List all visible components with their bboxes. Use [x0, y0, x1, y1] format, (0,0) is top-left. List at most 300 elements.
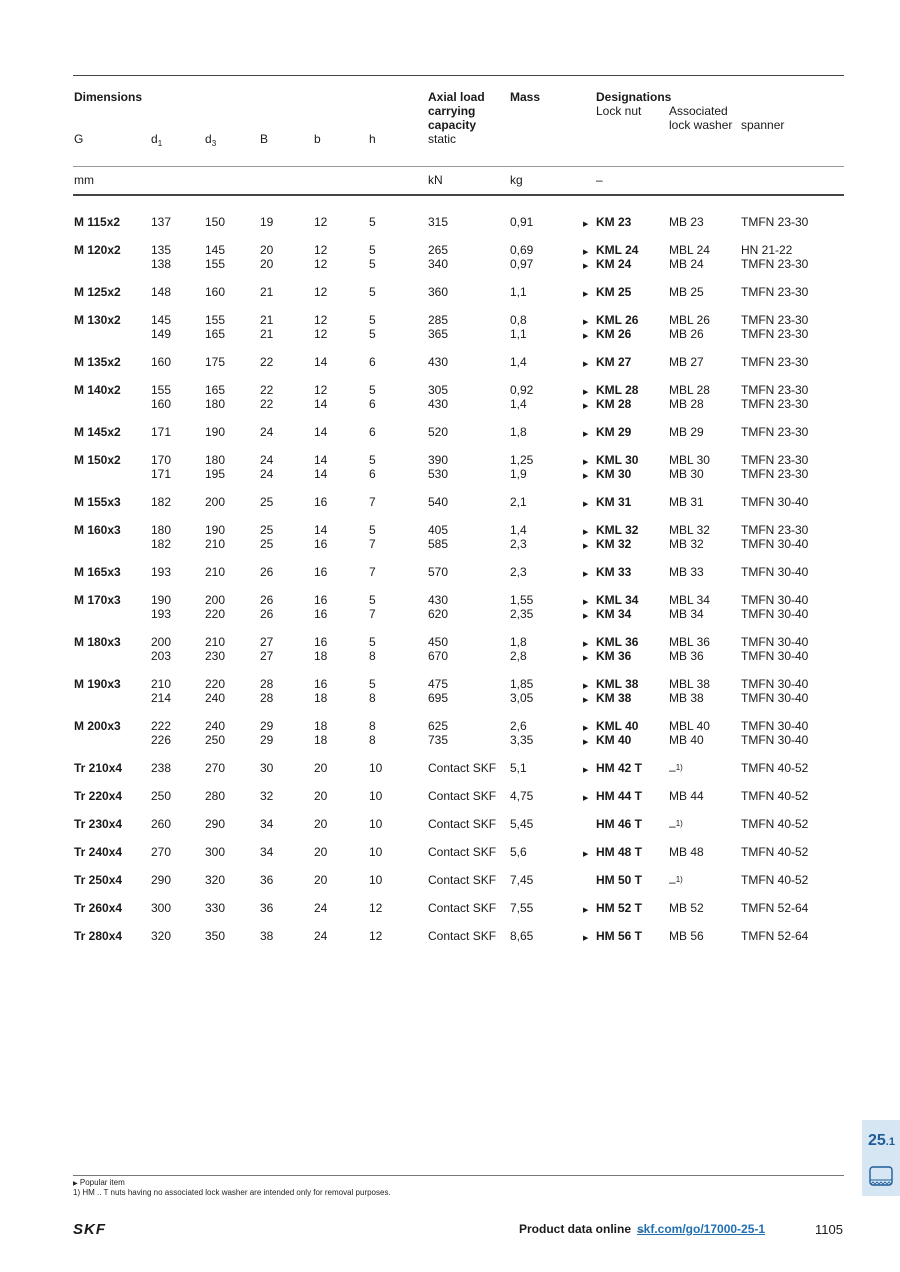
cell-spanner: TMFN 23-30 — [741, 383, 809, 397]
cell-mass: 0,91 — [510, 215, 534, 229]
cell-d3: 145 — [205, 243, 226, 257]
cell-mass: 7,45 — [510, 873, 534, 887]
cell-d1: 320 — [151, 929, 172, 943]
popular-item-icon: ▶ — [583, 571, 589, 578]
cell-spanner: TMFN 30-40 — [741, 495, 809, 509]
cell-washer: MB 28 — [669, 397, 704, 411]
cell-d3: 180 — [205, 453, 226, 467]
footnote-1: 1) HM .. T nuts having no associated lock washer are intended only for removal purposes. — [73, 1188, 391, 1197]
cell-d3: 195 — [205, 467, 226, 481]
cell-d1: 170 — [151, 453, 172, 467]
cell-d3: 175 — [205, 355, 226, 369]
cell-washer: MBL 34 — [669, 593, 710, 607]
cell-h: 6 — [369, 397, 376, 411]
popular-item-icon: ▶ — [583, 613, 589, 620]
cell-d3: 210 — [205, 537, 226, 551]
cell-spanner: TMFN 30-40 — [741, 677, 809, 691]
cell-washer: MB 36 — [669, 649, 704, 663]
thread-designation: M 120x2 — [74, 243, 121, 257]
cell-mass: 3,05 — [510, 691, 534, 705]
cell-d1: 210 — [151, 677, 172, 691]
cell-b: 29 — [260, 719, 274, 733]
cell-b: 28 — [260, 691, 274, 705]
cell-h: 6 — [369, 425, 376, 439]
popular-item-icon: ▶ — [583, 543, 589, 550]
cell-nut: KML 30 — [596, 453, 639, 467]
cell-b: 12 — [314, 383, 328, 397]
skf-logo: SKF — [73, 1221, 106, 1238]
cell-d1: 135 — [151, 243, 172, 257]
cell-spanner: TMFN 23-30 — [741, 397, 809, 411]
cell-b: 24 — [314, 901, 328, 915]
cell-nut: HM 52 T — [596, 901, 643, 915]
cell-washer: MBL 36 — [669, 635, 710, 649]
header-g: G — [74, 132, 84, 146]
cell-h: 10 — [369, 873, 383, 887]
cell-mass: 1,9 — [510, 467, 527, 481]
cell-load: 540 — [428, 495, 449, 509]
cell-h: 5 — [369, 257, 376, 271]
cell-load: 360 — [428, 285, 449, 299]
cell-b: 14 — [314, 467, 328, 481]
popular-item-icon: ▶ — [583, 641, 589, 648]
cell-b: 14 — [314, 453, 328, 467]
cell-d3: 220 — [205, 607, 226, 621]
cell-washer: MBL 26 — [669, 313, 710, 327]
cell-mass: 1,1 — [510, 285, 527, 299]
cell-nut: HM 48 T — [596, 845, 643, 859]
cell-b: 26 — [260, 593, 274, 607]
popular-item-icon: ▶ — [583, 319, 589, 326]
cell-h: 5 — [369, 453, 376, 467]
cell-washer: MB 32 — [669, 537, 704, 551]
cell-load: 735 — [428, 733, 449, 747]
popular-item-icon: ▶ — [583, 599, 589, 606]
popular-item-icon: ▶ — [583, 683, 589, 690]
cell-spanner: TMFN 30-40 — [741, 537, 809, 551]
cell-h: 5 — [369, 523, 376, 537]
cell-nut: KM 34 — [596, 607, 632, 621]
cell-b: 38 — [260, 929, 274, 943]
cell-nut: KM 38 — [596, 691, 632, 705]
cell-spanner: HN 21-22 — [741, 243, 793, 257]
popular-item-icon: ▶ — [583, 739, 589, 746]
cell-h: 5 — [369, 593, 376, 607]
cell-b: 26 — [260, 565, 274, 579]
cell-mass: 0,69 — [510, 243, 534, 257]
header-spanner: spanner — [741, 118, 785, 132]
cell-b: 20 — [260, 257, 274, 271]
cell-d1: 137 — [151, 215, 172, 229]
thread-designation: M 190x3 — [74, 677, 121, 691]
cell-d1: 145 — [151, 313, 172, 327]
header-designations: Designations Lock nut — [596, 90, 672, 118]
popular-item-icon: ▶ — [583, 501, 589, 508]
cell-h: 5 — [369, 383, 376, 397]
cell-mass: 1,25 — [510, 453, 534, 467]
cell-spanner: TMFN 23-30 — [741, 453, 809, 467]
popular-item-icon: ▶ — [583, 851, 589, 858]
cell-d3: 190 — [205, 425, 226, 439]
cell-b: 25 — [260, 537, 274, 551]
cell-d1: 193 — [151, 607, 172, 621]
popular-marker-icon: ▶ — [73, 1181, 78, 1187]
cell-b: 18 — [314, 733, 328, 747]
cell-d3: 150 — [205, 215, 226, 229]
cell-d1: 138 — [151, 257, 172, 271]
cell-h: 8 — [369, 649, 376, 663]
cell-load: 450 — [428, 635, 449, 649]
cell-h: 5 — [369, 243, 376, 257]
cell-d1: 180 — [151, 523, 172, 537]
cell-washer: MB 30 — [669, 467, 704, 481]
popular-item-icon: ▶ — [583, 403, 589, 410]
header-axial-load: Axial load carrying capacity static — [428, 90, 485, 146]
cell-b: 21 — [260, 285, 274, 299]
cell-d3: 200 — [205, 495, 226, 509]
header-b-upper: B — [260, 132, 269, 146]
cell-h: 7 — [369, 565, 376, 579]
thread-designation: M 140x2 — [74, 383, 121, 397]
cell-b: 14 — [314, 355, 328, 369]
cell-mass: 1,55 — [510, 593, 534, 607]
cell-nut: KM 30 — [596, 467, 632, 481]
popular-item-icon: ▶ — [583, 361, 589, 368]
top-rule — [73, 75, 844, 76]
cell-d1: 260 — [151, 817, 172, 831]
popular-item-icon: ▶ — [583, 725, 589, 732]
cell-d1: 182 — [151, 495, 172, 509]
cell-nut: KML 36 — [596, 635, 639, 649]
popular-item-icon: ▶ — [583, 263, 589, 270]
cell-d1: 149 — [151, 327, 172, 341]
cell-washer: MB 48 — [669, 845, 704, 859]
cell-h: 5 — [369, 313, 376, 327]
cell-d3: 290 — [205, 817, 226, 831]
cell-mass: 3,35 — [510, 733, 534, 747]
cell-mass: 1,8 — [510, 635, 527, 649]
header-associated: Associated lock washer — [669, 104, 733, 132]
cell-mass: 2,35 — [510, 607, 534, 621]
cell-mass: 7,55 — [510, 901, 534, 915]
popular-item-icon: ▶ — [583, 907, 589, 914]
cell-d3: 220 — [205, 677, 226, 691]
cell-b: 14 — [314, 397, 328, 411]
cell-mass: 1,4 — [510, 523, 527, 537]
popular-item-icon: ▶ — [583, 697, 589, 704]
cell-spanner: TMFN 23-30 — [741, 327, 809, 341]
cell-d1: 160 — [151, 397, 172, 411]
cell-mass: 1,4 — [510, 397, 527, 411]
cell-d1: 238 — [151, 761, 172, 775]
cell-b: 14 — [314, 425, 328, 439]
cell-d3: 250 — [205, 733, 226, 747]
cell-load: 340 — [428, 257, 449, 271]
footnote-popular: ▶ Popular item — [73, 1178, 125, 1187]
cell-b: 20 — [314, 873, 328, 887]
popular-item-icon: ▶ — [583, 389, 589, 396]
cell-washer: –$^{1)}$ — [669, 875, 683, 889]
cell-d3: 155 — [205, 257, 226, 271]
cell-b: 27 — [260, 635, 274, 649]
cell-load: Contact SKF — [428, 817, 497, 831]
cell-b: 14 — [314, 523, 328, 537]
cell-mass: 0,8 — [510, 313, 527, 327]
cell-h: 5 — [369, 327, 376, 341]
cell-d3: 320 — [205, 873, 226, 887]
thread-designation: M 150x2 — [74, 453, 121, 467]
popular-item-icon: ▶ — [583, 249, 589, 256]
popular-item-icon: ▶ — [583, 655, 589, 662]
cell-spanner: TMFN 30-40 — [741, 593, 809, 607]
cell-mass: 0,92 — [510, 383, 534, 397]
cell-spanner: TMFN 52-64 — [741, 901, 809, 915]
cell-mass: 1,1 — [510, 327, 527, 341]
popular-item-icon: ▶ — [583, 221, 589, 228]
cell-load: Contact SKF — [428, 901, 497, 915]
popular-item-icon: ▶ — [583, 795, 589, 802]
cell-nut: KM 32 — [596, 537, 632, 551]
cell-b: 24 — [260, 453, 274, 467]
cell-h: 7 — [369, 537, 376, 551]
cell-d1: 226 — [151, 733, 172, 747]
cell-b: 22 — [260, 383, 274, 397]
cell-washer: –$^{1)}$ — [669, 763, 683, 777]
cell-d3: 300 — [205, 845, 226, 859]
cell-h: 10 — [369, 817, 383, 831]
cell-mass: 8,65 — [510, 929, 534, 943]
cell-nut: HM 50 T — [596, 873, 643, 887]
cell-nut: KM 28 — [596, 397, 632, 411]
cell-h: 10 — [369, 789, 383, 803]
cell-b: 18 — [314, 649, 328, 663]
footnote-rule — [73, 1175, 844, 1176]
cell-b: 32 — [260, 789, 274, 803]
page-number: 1105 — [815, 1222, 843, 1237]
cell-load: 315 — [428, 215, 449, 229]
cell-b: 29 — [260, 733, 274, 747]
cell-load: 570 — [428, 565, 449, 579]
cell-nut: HM 42 T — [596, 761, 643, 775]
cell-mass: 2,3 — [510, 565, 527, 579]
popular-item-icon: ▶ — [583, 767, 589, 774]
cell-nut: KM 31 — [596, 495, 632, 509]
thread-designation: Tr 250x4 — [74, 873, 123, 887]
thread-designation: M 115x2 — [74, 215, 121, 229]
cell-nut: KM 33 — [596, 565, 632, 579]
cell-washer: MB 33 — [669, 565, 704, 579]
cell-mass: 1,8 — [510, 425, 527, 439]
cell-b: 16 — [314, 635, 328, 649]
cell-h: 12 — [369, 929, 383, 943]
cell-h: 5 — [369, 677, 376, 691]
cell-d1: 182 — [151, 537, 172, 551]
cell-load: 475 — [428, 677, 449, 691]
cell-mass: 5,1 — [510, 761, 527, 775]
unit-kn: kN — [428, 173, 443, 187]
cell-nut: KM 27 — [596, 355, 632, 369]
cell-spanner: TMFN 40-52 — [741, 761, 809, 775]
cell-spanner: TMFN 40-52 — [741, 845, 809, 859]
cell-b: 24 — [314, 929, 328, 943]
units-rule — [73, 194, 844, 196]
popular-item-icon: ▶ — [583, 935, 589, 942]
cell-h: 6 — [369, 467, 376, 481]
cell-d1: 300 — [151, 901, 172, 915]
cell-nut: KML 26 — [596, 313, 639, 327]
cell-washer: MBL 38 — [669, 677, 710, 691]
cell-load: 520 — [428, 425, 449, 439]
cell-load: Contact SKF — [428, 761, 497, 775]
cell-washer: MB 26 — [669, 327, 704, 341]
cell-b: 20 — [314, 817, 328, 831]
cell-b: 27 — [260, 649, 274, 663]
cell-d1: 250 — [151, 789, 172, 803]
cell-h: 7 — [369, 495, 376, 509]
cell-nut: KML 32 — [596, 523, 639, 537]
cell-load: Contact SKF — [428, 789, 497, 803]
cell-b: 22 — [260, 397, 274, 411]
cell-b: 25 — [260, 495, 274, 509]
cell-mass: 0,97 — [510, 257, 534, 271]
thread-designation: M 165x3 — [74, 565, 121, 579]
cell-load: Contact SKF — [428, 929, 497, 943]
thread-designation: M 170x3 — [74, 593, 121, 607]
cell-b: 26 — [260, 607, 274, 621]
cell-b: 12 — [314, 257, 328, 271]
cell-h: 8 — [369, 719, 376, 733]
cell-d1: 193 — [151, 565, 172, 579]
cell-b: 21 — [260, 313, 274, 327]
thread-designation: M 125x2 — [74, 285, 121, 299]
cell-b: 34 — [260, 817, 274, 831]
cell-d1: 203 — [151, 649, 172, 663]
thread-designation: M 200x3 — [74, 719, 121, 733]
popular-item-icon: ▶ — [583, 473, 589, 480]
cell-h: 5 — [369, 215, 376, 229]
cell-spanner: TMFN 23-30 — [741, 425, 809, 439]
cell-spanner: TMFN 30-40 — [741, 649, 809, 663]
cell-b: 16 — [314, 565, 328, 579]
cell-d3: 280 — [205, 789, 226, 803]
cell-spanner: TMFN 40-52 — [741, 873, 809, 887]
popular-item-icon: ▶ — [583, 431, 589, 438]
cell-washer: MB 23 — [669, 215, 704, 229]
cell-washer: MBL 30 — [669, 453, 710, 467]
cell-load: 430 — [428, 355, 449, 369]
cell-d1: 190 — [151, 593, 172, 607]
cell-d1: 222 — [151, 719, 172, 733]
unit-mm: mm — [74, 173, 94, 187]
cell-spanner: TMFN 23-30 — [741, 523, 809, 537]
cell-load: 390 — [428, 453, 449, 467]
cell-mass: 1,85 — [510, 677, 534, 691]
cell-load: 695 — [428, 691, 449, 705]
popular-item-icon: ▶ — [583, 333, 589, 340]
cell-d3: 270 — [205, 761, 226, 775]
header-d3: $d_3$ — [205, 132, 217, 148]
cell-spanner: TMFN 23-30 — [741, 215, 809, 229]
cell-b: 20 — [314, 789, 328, 803]
cell-load: 530 — [428, 467, 449, 481]
header-mass: Mass — [510, 90, 541, 104]
cell-nut: KM 23 — [596, 215, 632, 229]
cell-nut: KM 26 — [596, 327, 632, 341]
cell-d3: 180 — [205, 397, 226, 411]
cell-load: Contact SKF — [428, 845, 497, 859]
header-d1: $d_1$ — [151, 132, 163, 148]
product-data-link[interactable]: skf.com/go/17000-25-1 — [637, 1222, 766, 1236]
cell-b: 30 — [260, 761, 274, 775]
header-dimensions: Dimensions — [74, 90, 143, 104]
cell-load: 625 — [428, 719, 449, 733]
cell-d3: 240 — [205, 691, 226, 705]
cell-b: 24 — [260, 467, 274, 481]
thread-designation: M 160x3 — [74, 523, 121, 537]
cell-washer: MB 31 — [669, 495, 704, 509]
cell-spanner: TMFN 30-40 — [741, 635, 809, 649]
cell-h: 5 — [369, 285, 376, 299]
cell-d1: 160 — [151, 355, 172, 369]
cell-d3: 155 — [205, 313, 226, 327]
thread-designation: M 130x2 — [74, 313, 121, 327]
cell-washer: MB 29 — [669, 425, 704, 439]
cell-washer: MBL 32 — [669, 523, 710, 537]
thread-designation: M 180x3 — [74, 635, 121, 649]
cell-load: 430 — [428, 397, 449, 411]
cell-washer: MBL 28 — [669, 383, 710, 397]
thread-designation: Tr 240x4 — [74, 845, 123, 859]
cell-h: 10 — [369, 761, 383, 775]
cell-d3: 210 — [205, 565, 226, 579]
cell-h: 7 — [369, 607, 376, 621]
chapter-tab[interactable] — [862, 1120, 900, 1196]
cell-load: 670 — [428, 649, 449, 663]
cell-nut: HM 56 T — [596, 929, 643, 943]
lock-nut-icon — [869, 1164, 893, 1188]
cell-nut: KML 38 — [596, 677, 639, 691]
cell-spanner: TMFN 40-52 — [741, 817, 809, 831]
cell-b: 12 — [314, 285, 328, 299]
cell-b: 16 — [314, 537, 328, 551]
cell-b: 16 — [314, 495, 328, 509]
cell-d3: 210 — [205, 635, 226, 649]
cell-washer: MB 24 — [669, 257, 704, 271]
cell-b: 34 — [260, 845, 274, 859]
cell-h: 8 — [369, 733, 376, 747]
cell-mass: 4,75 — [510, 789, 534, 803]
cell-nut: KM 40 — [596, 733, 632, 747]
cell-nut: KML 34 — [596, 593, 639, 607]
cell-h: 12 — [369, 901, 383, 915]
cell-mass: 2,8 — [510, 649, 527, 663]
thread-designation: Tr 230x4 — [74, 817, 123, 831]
cell-b: 16 — [314, 677, 328, 691]
chapter-number: 25.1 — [868, 1132, 895, 1149]
cell-b: 22 — [260, 355, 274, 369]
cell-washer: MB 25 — [669, 285, 704, 299]
cell-b: 18 — [314, 691, 328, 705]
thread-designation: Tr 260x4 — [74, 901, 123, 915]
cell-nut: KML 28 — [596, 383, 639, 397]
cell-h: 6 — [369, 355, 376, 369]
cell-d1: 214 — [151, 691, 172, 705]
cell-spanner: TMFN 23-30 — [741, 355, 809, 369]
popular-item-icon: ▶ — [583, 529, 589, 536]
cell-spanner: TMFN 23-30 — [741, 313, 809, 327]
cell-b: 28 — [260, 677, 274, 691]
cell-d1: 290 — [151, 873, 172, 887]
